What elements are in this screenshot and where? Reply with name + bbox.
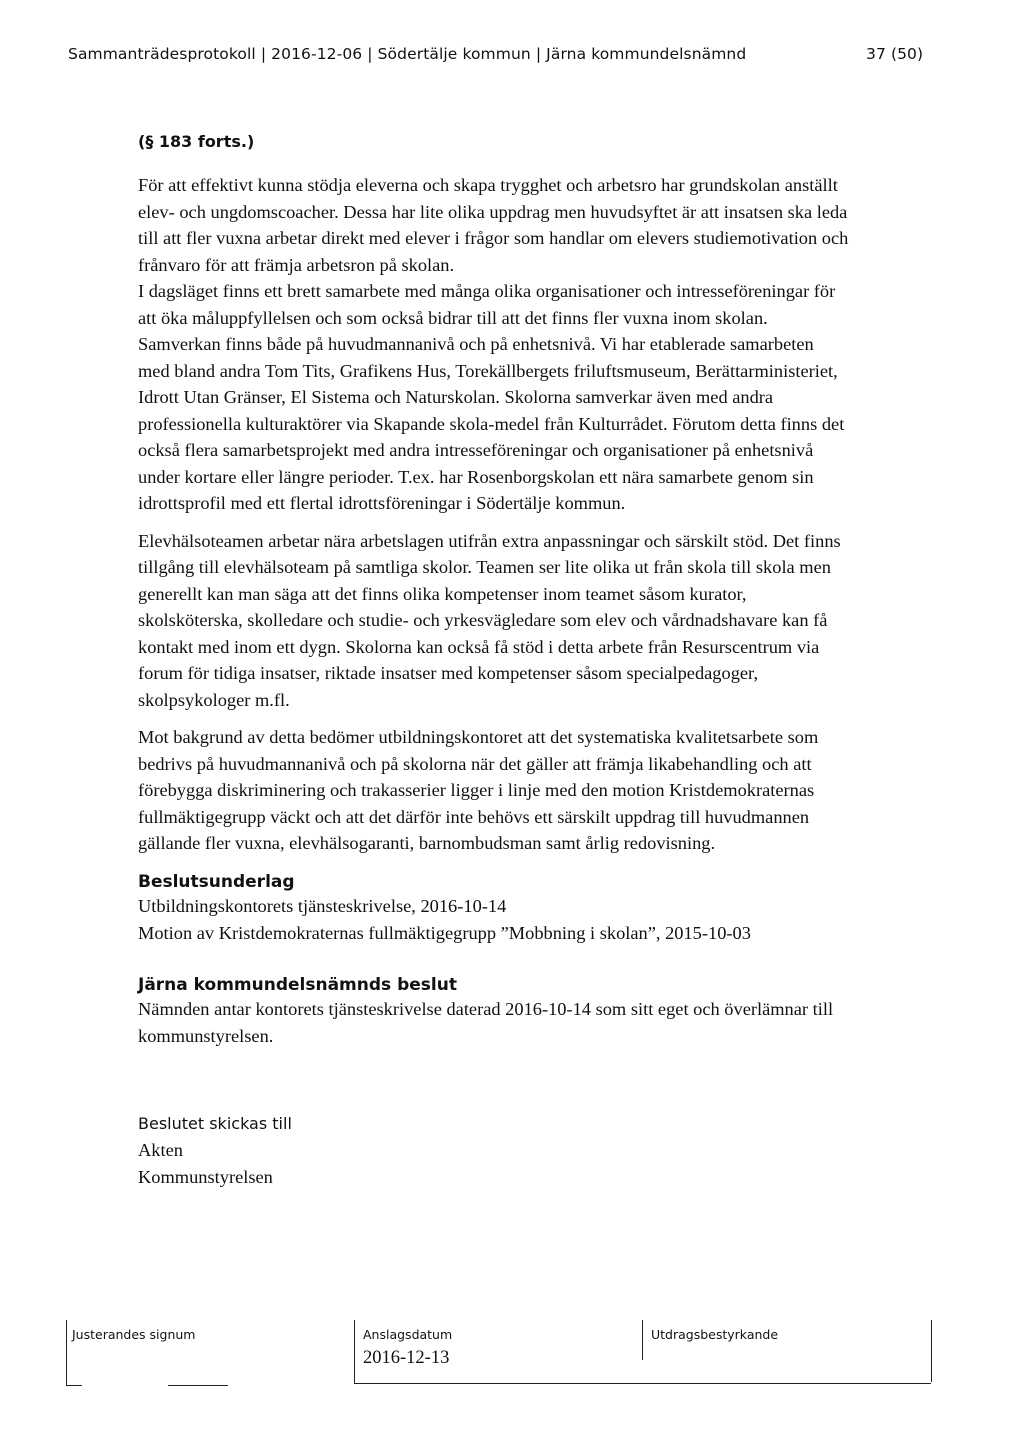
anslagsdatum-value: 2016-12-13: [363, 1348, 450, 1368]
skickas-heading: Beslutet skickas till: [138, 1114, 292, 1133]
text-line: också flera samarbetsprojekt med andra intresseföreningar och organisationer på enhetsnivå: [138, 440, 814, 460]
text-line: med bland andra Tom Tits, Grafikens Hus, Torekällbergets friluftsmuseum, Berättarministeriet,: [138, 360, 838, 381]
text-line: kontakt med inom ett dygn. Skolorna kan också få stöd i detta arbete från Resurscentrum via: [138, 636, 820, 657]
text-line: förebygga diskriminering och trakasserier ligger i linje med den motion Kristdemokraternas: [138, 780, 815, 800]
footer-divider: [931, 1320, 932, 1382]
header-title: Sammanträdesprotokoll | 2016-12-06 | Södertälje kommun | Järna kommundelsnämnd: [68, 45, 747, 63]
utdragsbestyrkande-label: Utdragsbestyrkande: [651, 1327, 779, 1342]
text-line: elev- och ungdomscoacher. Dessa har lite olika uppdrag men huvudsyftet är att insatsen ska leda: [138, 201, 848, 222]
recipient: Akten: [138, 1140, 183, 1160]
footer-underline: [354, 1383, 931, 1384]
text-line: idrottsprofil med ett flertal idrottsföreningar i Södertälje kommun.: [138, 493, 626, 513]
footer-divider: [642, 1320, 643, 1360]
beslutsunderlag-section: [138, 871, 938, 946]
text-line: under kortare eller längre perioder. T.ex. har Rosenborgskolan ett nära samarbete genom sin: [138, 466, 814, 487]
underlag-item: Motion av Kristdemokraternas fullmäktigegrupp ”Mobbning i skolan”, 2015-10-03: [138, 922, 751, 943]
page-header: [68, 45, 948, 63]
footer-underline: [168, 1385, 228, 1386]
text-line: Idrott Utan Gränser, El Sistema och Naturskolan. Skolorna samverkar även med andra: [138, 387, 774, 407]
beslut-heading: Järna kommundelsnämnds beslut: [138, 975, 457, 995]
anslagsdatum-label: Anslagsdatum: [363, 1327, 453, 1342]
paragraph-3: [138, 724, 938, 857]
paragraph-2: [138, 528, 938, 714]
text-line: bedrivs på huvudmannanivå och på skolorna när det gäller att främja likabehandling och att: [138, 753, 812, 774]
text-line: Samverkan finns både på huvudmannanivå och på enhetsnivå. Vi har etablerade samarbeten: [138, 334, 814, 354]
text-line: För att effektivt kunna stödja eleverna och skapa trygghet och arbetsro har grundskolan anställt: [138, 175, 838, 195]
beslut-text-line: Nämnden antar kontorets tjänsteskrivelse daterad 2016-10-14 som sitt eget och överlämnar till: [138, 999, 834, 1019]
footer-divider: [354, 1320, 355, 1384]
underlag-item: Utbildningskontorets tjänsteskrivelse, 2016-10-14: [138, 896, 507, 916]
text-line: skolpsykologer m.fl.: [138, 689, 290, 710]
beslut-text-line: kommunstyrelsen.: [138, 1025, 274, 1046]
text-line: Elevhälsoteamen arbetar nära arbetslagen utifrån extra anpassningar och särskilt stöd. Det finns: [138, 530, 841, 551]
text-line: professionella kulturaktörer via Skapande skola-medel från Kulturrådet. Förutom detta finns det: [138, 413, 845, 434]
footer-underline: [66, 1385, 82, 1386]
text-line: forum för tidiga insatser, riktade insatser med kompetenser såsom specialpedagoger,: [138, 663, 759, 683]
text-line: generellt kan man säga att det finns olika kompetenser inom teamet såsom kurator,: [138, 583, 747, 604]
text-line: till att fler vuxna arbetar direkt med elever i frågor som handlar om elevers studiemotivation och: [138, 228, 849, 248]
page-number: 37 (50): [866, 45, 924, 63]
text-line: fullmäktigegrupp väckt och att det därför inte behövs ett särskilt uppdrag till huvudmannen: [138, 806, 810, 827]
footer-divider: [66, 1320, 67, 1386]
recipient: Kommunstyrelsen: [138, 1166, 273, 1187]
skickas-section: [138, 1111, 938, 1190]
beslut-section: [138, 974, 938, 1049]
text-line: Mot bakgrund av detta bedömer utbildningskontoret att det systematiska kvalitetsarbete som: [138, 727, 819, 747]
signature-footer: [66, 1320, 932, 1386]
beslutsunderlag-heading: Beslutsunderlag: [138, 872, 295, 892]
justerandes-signum-label: Justerandes signum: [72, 1327, 196, 1342]
paragraph-1: [138, 172, 938, 517]
text-line: skolsköterska, skolledare och studie- och yrkesvägledare som elev och vårdnadshavare kan få: [138, 610, 828, 630]
text-line: gällande fler vuxna, elevhälsogaranti, barnombudsman samt årlig redovisning.: [138, 833, 716, 853]
section-continuation: (§ 183 forts.): [138, 132, 255, 151]
text-line: frånvaro för att främja arbetsron på skolan.: [138, 254, 455, 275]
document-body: [138, 172, 938, 857]
text-line: att öka måluppfyllelsen och som också bidrar till att det finns fler vuxna inom skolan.: [138, 307, 768, 328]
text-line: I dagsläget finns ett brett samarbete med många olika organisationer och intresseföreningar för: [138, 281, 836, 301]
text-line: tillgång till elevhälsoteam på samtliga skolor. Teamen ser lite olika ut från skola till skola men: [138, 557, 831, 577]
